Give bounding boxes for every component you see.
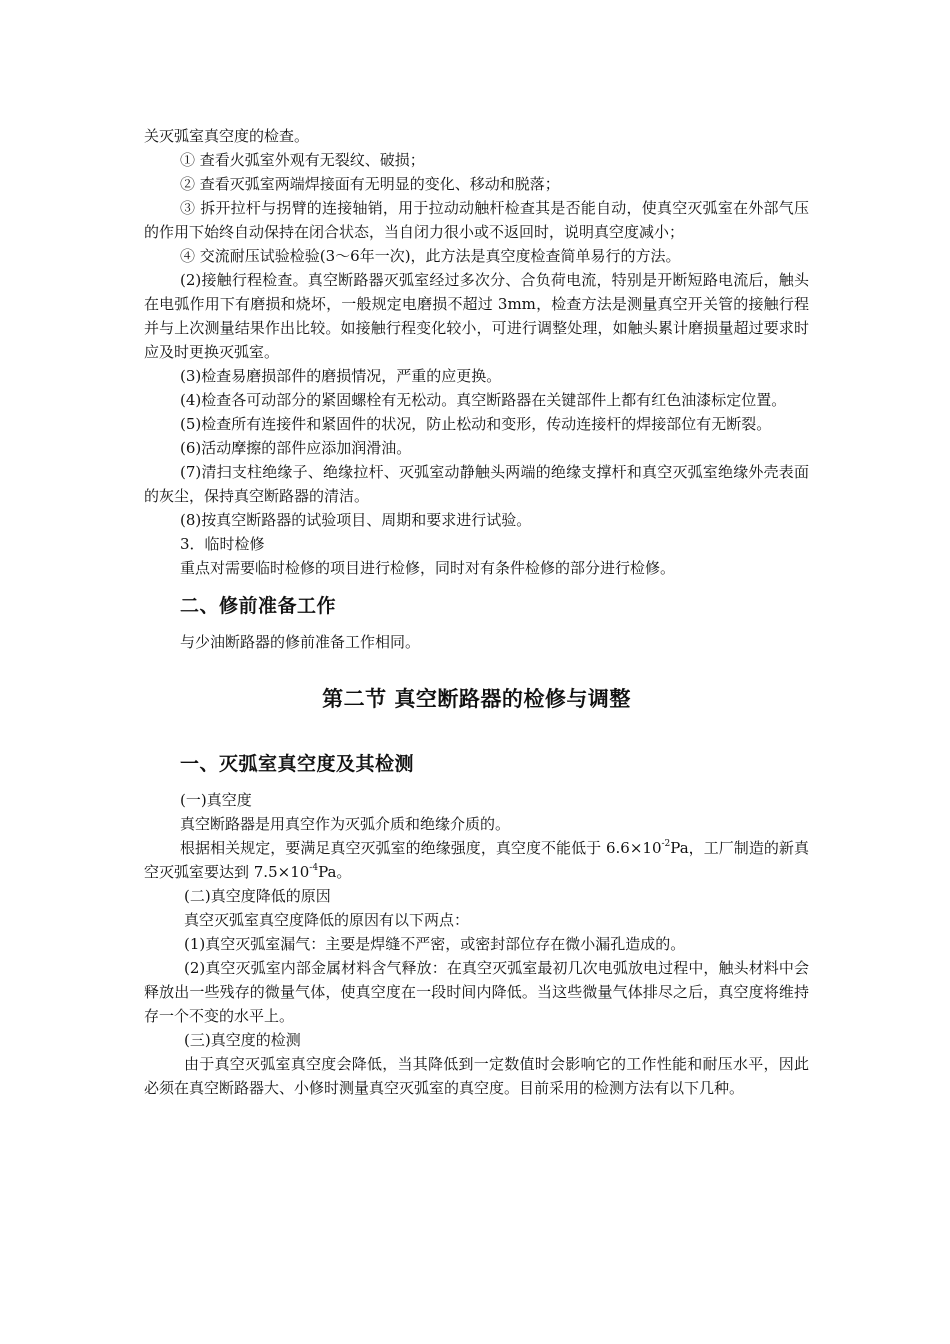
section-title: 第二节 真空断路器的检修与调整 [322, 687, 631, 711]
reduction-cause-2: (2)真空灭弧室内部金属材料含气释放：在真空灭弧室最初几次电弧放电过程中，触头材料中会释放出一些残存的微量气体，使真空度在一段时间内降低。当这些微量气体排尽之后，真空度将维持存一个不变的水平上。 [144, 959, 809, 1025]
exponent-2: -4 [309, 863, 319, 873]
paragraph: 关灭弧室真空度的检查。 [144, 127, 310, 145]
subheading-vacuum-reduction: (二)真空度降低的原因 [184, 887, 331, 905]
paragraph: (3)检查易磨损部件的磨损情况，严重的应更换。 [180, 367, 502, 385]
heading-pre-repair-preparation: 二、修前准备工作 [180, 595, 337, 617]
maintenance-paragraphs [144, 124, 809, 580]
exponent-1: -2 [661, 839, 671, 849]
vacuum-requirement [144, 836, 809, 884]
paragraph: 3．临时检修 [180, 535, 265, 553]
paragraph: ② 查看灭弧室两端焊接面有无明显的变化、移动和脱落； [180, 175, 560, 193]
heading-vacuum-degree: 一、灭弧室真空度及其检测 [180, 753, 415, 775]
vacuum-definition: 真空断路器是用真空作为灭弧介质和绝缘介质的。 [180, 815, 511, 833]
pre-repair-text: 与少油断路器的修前准备工作相同。 [180, 633, 421, 651]
subheading-vacuum-detection: (三)真空度的检测 [184, 1031, 301, 1049]
paragraph: (4)检查各可动部分的紧固螺栓有无松动。真空断路器在关键部件上都有红色油漆标定位置。 [180, 391, 787, 409]
paragraph: ④ 交流耐压试验检验(3～6年一次)，此方法是真空度检查简单易行的方法。 [180, 247, 681, 265]
paragraph: (5)检查所有连接件和紧固件的状况，防止松动和变形，传动连接杆的焊接部位有无断裂。 [180, 415, 772, 433]
detection-text: 由于真空灭弧室真空度会降低，当其降低到一定数值时会影响它的工作性能和耐压水平，因此必须在真空断路器大、小修时测量真空灭弧室的真空度。目前采用的检测方法有以下几种。 [144, 1055, 809, 1097]
paragraph: (2)接触行程检查。真空断路器灭弧室经过多次分、合负荷电流，特别是开断短路电流后，触头在电弧作用下有磨损和烧坏，一般规定电磨损不超过 3mm，检查方法是测量真空开关管的接触行程并与上次测量结果作出比较。如接触行程变化较小，可进行调整处理，如触头累计磨损量超过要求时应及时更换灭弧室。 [144, 271, 809, 361]
paragraph: ③ 拆开拉杆与拐臂的连接轴销，用于拉动动触杆检查其是否能自动，使真空灭弧室在外部气压的作用下始终自动保持在闭合状态，当自闭力很小或不返回时，说明真空度减小； [144, 199, 809, 241]
paragraph: (8)按真空断路器的试验项目、周期和要求进行试验。 [180, 511, 532, 529]
subheading-vacuum-degree: (一)真空度 [180, 791, 252, 809]
paragraph: (7)清扫支柱绝缘子、绝缘拉杆、灭弧室动静触头两端的绝缘支撑杆和真空灭弧室绝缘外壳表面的灰尘，保持真空断路器的清洁。 [144, 463, 809, 505]
paragraph: 重点对需要临时检修的项目进行检修，同时对有条件检修的部分进行检修。 [180, 559, 676, 577]
paragraph: (6)活动摩擦的部件应添加润滑油。 [180, 439, 412, 457]
page-content [144, 124, 809, 1100]
paragraph: ① 查看火弧室外观有无裂纹、破损； [180, 151, 425, 169]
vacuum-req-part-b: Pa，工厂制造的新真空灭弧室要达到 7.5×10 [144, 839, 809, 881]
reduction-cause-1: (1)真空灭弧室漏气：主要是焊缝不严密，或密封部位存在微小漏孔造成的。 [184, 935, 686, 953]
vacuum-req-part-a: 根据相关规定，要满足真空灭弧室的绝缘强度，真空度不能低于 6.6×10 [180, 839, 662, 857]
reduction-intro: 真空灭弧室真空度降低的原因有以下两点： [184, 911, 470, 929]
vacuum-req-part-c: Pa。 [318, 863, 352, 881]
